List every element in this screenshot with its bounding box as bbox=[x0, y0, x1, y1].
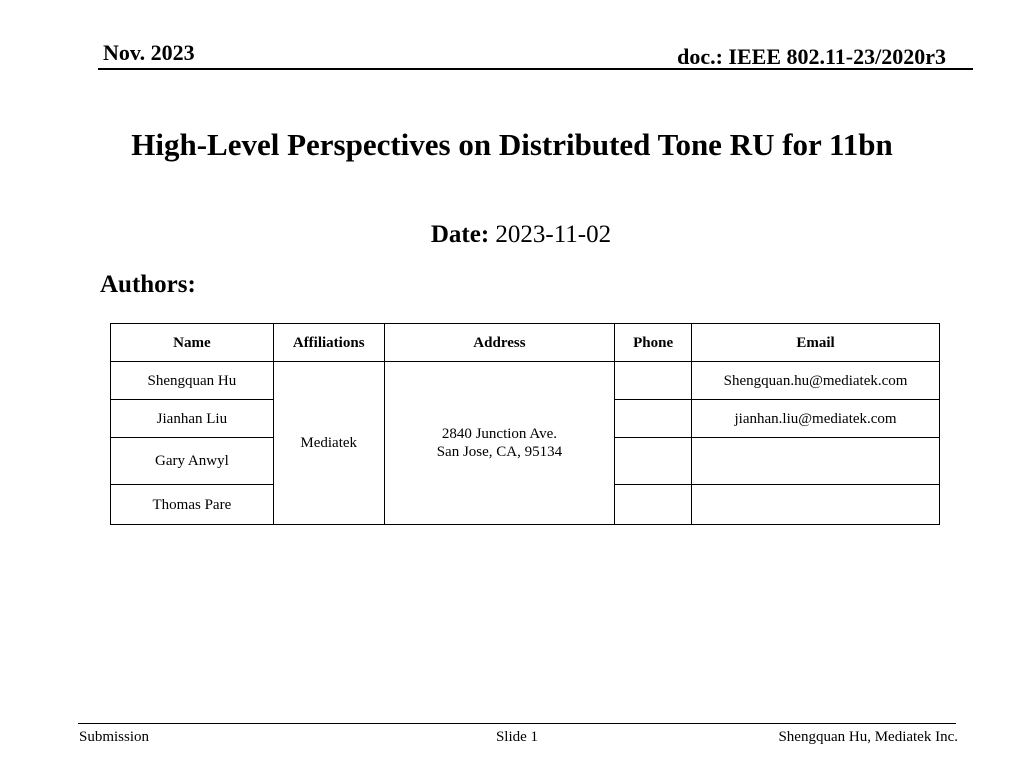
author-phone bbox=[615, 400, 692, 438]
authors-table bbox=[110, 323, 940, 525]
date-value: 2023-11-02 bbox=[495, 221, 612, 248]
footer-submission: Submission bbox=[79, 729, 150, 745]
footer-slide-number: Slide 1 bbox=[495, 729, 539, 745]
address-cell bbox=[384, 362, 615, 525]
column-header-email: Email bbox=[692, 324, 940, 362]
header-date: Nov. 2023 bbox=[103, 40, 195, 65]
column-header-phone: Phone bbox=[615, 324, 692, 362]
column-header-affiliations: Affiliations bbox=[273, 324, 384, 362]
date-line bbox=[0, 218, 1024, 252]
column-header-name: Name bbox=[111, 324, 274, 362]
author-email bbox=[692, 438, 940, 485]
header-divider bbox=[98, 68, 973, 70]
address-line-2: San Jose, CA, 95134 bbox=[436, 444, 563, 460]
author-email bbox=[692, 485, 940, 525]
header-doc-number: doc.: IEEE 802.11-23/2020r3 bbox=[677, 44, 946, 69]
address-line-1: 2840 Junction Ave. bbox=[441, 426, 557, 442]
author-name: Jianhan Liu bbox=[111, 400, 274, 438]
author-phone bbox=[615, 485, 692, 525]
footer-divider bbox=[78, 723, 956, 724]
footer-author: Shengquan Hu, Mediatek Inc. bbox=[778, 729, 958, 745]
author-phone bbox=[615, 362, 692, 400]
author-email: jianhan.liu@mediatek.com bbox=[692, 400, 940, 438]
author-name: Thomas Pare bbox=[111, 485, 274, 525]
author-email: Shengquan.hu@mediatek.com bbox=[692, 362, 940, 400]
author-name: Gary Anwyl bbox=[111, 438, 274, 485]
author-phone bbox=[615, 438, 692, 485]
table-header-row bbox=[111, 324, 940, 362]
date-label: Date: bbox=[430, 221, 490, 248]
authors-heading: Authors: bbox=[100, 271, 196, 298]
affiliation-cell: Mediatek bbox=[273, 362, 384, 525]
column-header-address: Address bbox=[384, 324, 615, 362]
table-row bbox=[111, 362, 940, 400]
slide-title: High-Level Perspectives on Distributed Tone RU for 11bn bbox=[131, 127, 893, 162]
author-name: Shengquan Hu bbox=[111, 362, 274, 400]
